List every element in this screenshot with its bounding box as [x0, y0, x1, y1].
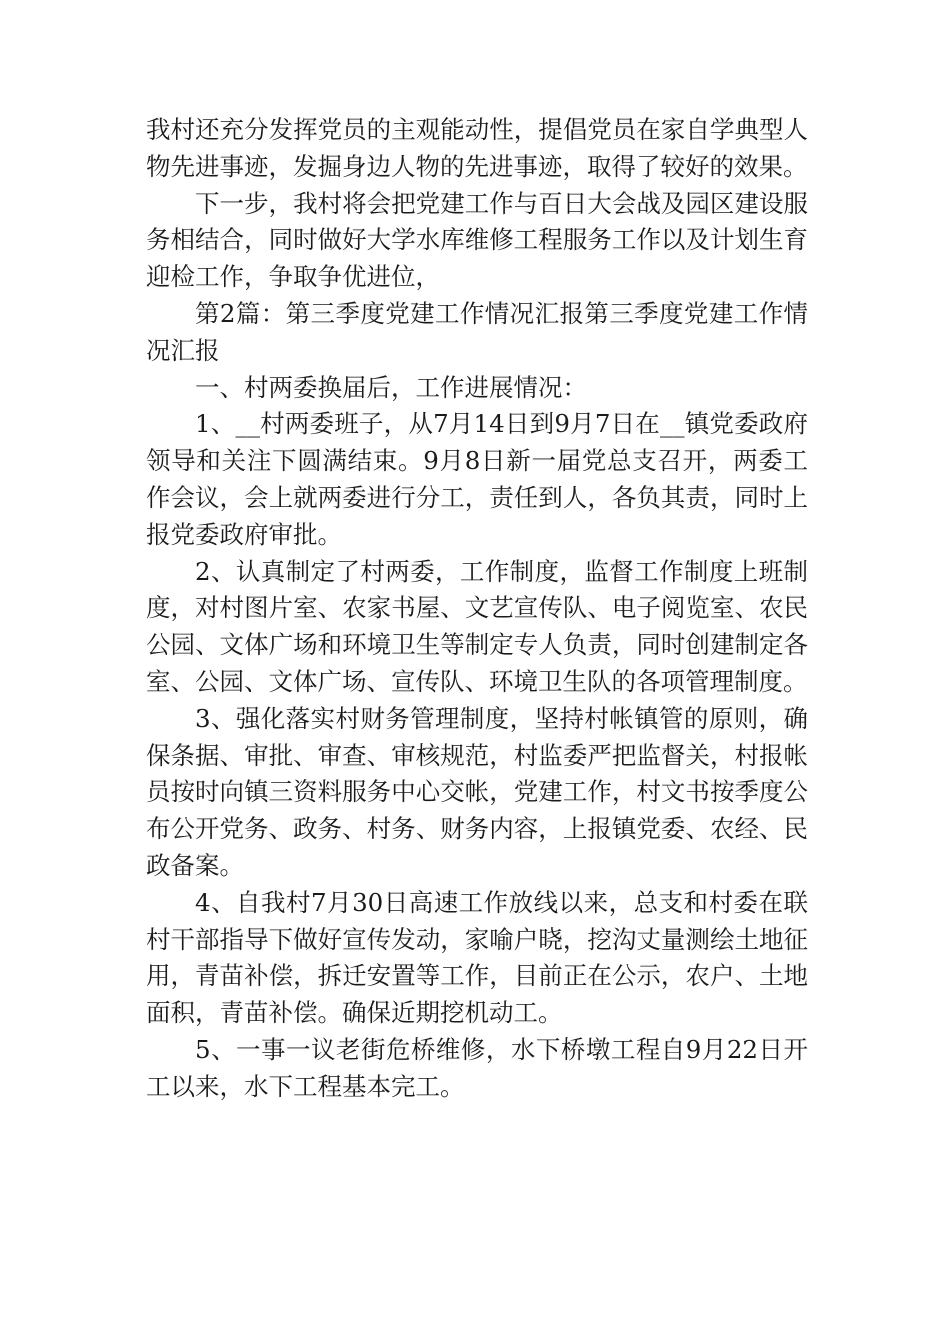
- paragraph-intro-continuation: 我村还充分发挥党员的主观能动性，提倡党员在家自学典型人物先进事迹，发掘身边人物的先进事迹，取得了较好的效果。: [146, 115, 808, 181]
- paragraph-next-step: 下一步，我村将会把党建工作与百日大会战及园区建设服务相结合，同时做好大学水库维修工程服务工作以及计划生育迎检工作，争取争优进位，: [146, 188, 808, 292]
- list-item-5: 5、一事一议老街危桥维修，水下桥墩工程自9月22日开工以来，水下工程基本完工。: [146, 1034, 808, 1101]
- document-body: [146, 112, 808, 1106]
- list-item-4: 4、自我村7月30日高速工作放线以来，总支和村委在联村干部指导下做好宣传发动，家喻户晓，挖沟丈量测绘土地征用，青苗补偿，拆迁安置等工作，目前正在公示，农户、土地面积，青苗补偿。确保近期挖机动工。: [146, 887, 808, 1028]
- section-heading-1: 一、村两委换届后，工作进展情况：: [195, 372, 587, 402]
- list-item-3: 3、强化落实村财务管理制度，坚持村帐镇管的原则，确保条据、审批、审查、审核规范，村监委严把监督关，村报帐员按时向镇三资料服务中心交帐，党建工作，村文书按季度公布公开党务、政务、村务、财务内容，上报镇党委、农经、民政备案。: [146, 703, 808, 880]
- list-item-2: 2、认真制定了村两委，工作制度，监督工作制度上班制度，对村图片室、农家书屋、文艺宣传队、电子阅览室、农民公园、文体广场和环境卫生等制定专人负责，同时创建制定各室、公园、文体广场、宣传队、环境卫生队的各项管理制度。: [146, 556, 808, 696]
- list-item-1: 1、__村两委班子，从7月14日到9月7日在__镇党委政府领导和关注下圆满结束。9月8日新一届党总支召开，两委工作会议，会上就两委进行分工，责任到人，各负其责，同时上报党委政府审批。: [146, 409, 808, 549]
- section-title-part-2: 第2篇：第三季度党建工作情况汇报第三季度党建工作情况汇报: [146, 298, 808, 365]
